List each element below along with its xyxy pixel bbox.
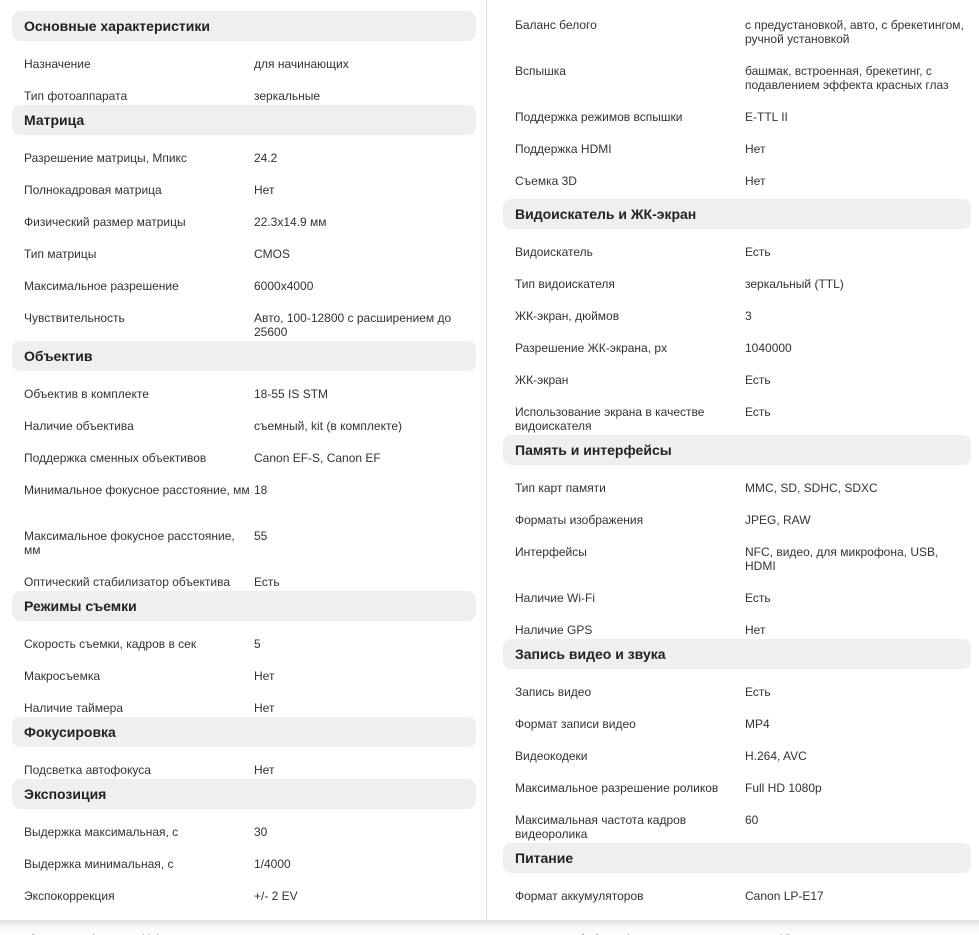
spec-value: Есть [745, 245, 771, 259]
spec-value: NFC, видео, для микрофона, USB, HDMI [745, 545, 939, 573]
spec-row [491, 101, 965, 124]
spec-name: Скорость съемки, кадров в сек [24, 637, 197, 651]
section-exposure [0, 779, 484, 809]
spec-name: Интерфейсы [515, 545, 587, 559]
spec-row [491, 676, 965, 699]
spec-value: 1/4000 [254, 857, 291, 871]
spec-value: MMC, SD, SDHC, SDXC [745, 481, 878, 495]
spec-row [491, 9, 965, 46]
section-main-characteristics [0, 11, 484, 41]
section-title: Объектив [12, 341, 476, 371]
spec-row [0, 754, 464, 777]
spec-name: Разрешение матрицы, Мпикс [24, 151, 187, 165]
spec-name: Тип видоискателя [515, 277, 615, 291]
spec-value: Есть [745, 591, 771, 605]
spec-value: Canon EF-S, Canon EF [254, 451, 381, 465]
spec-name: Максимальное разрешение [24, 279, 179, 293]
section-title: Питание [503, 843, 971, 873]
spec-name: Формат аккумуляторов [515, 889, 644, 903]
spec-row [491, 504, 965, 527]
spec-value: Нет [254, 701, 275, 715]
spec-row [491, 472, 965, 495]
spec-row [0, 80, 464, 103]
spec-value: зеркальный (TTL) [745, 277, 844, 291]
spec-name: Назначение [24, 57, 91, 71]
spec-name: Максимальная частота кадров видеоролика [515, 813, 687, 841]
spec-row [491, 614, 965, 637]
spec-value: с предустановкой, авто, с брекетингом, ручной установкой [745, 18, 964, 46]
spec-row [0, 848, 464, 871]
spec-value: MP4 [745, 717, 770, 731]
spec-name: Физический размер матрицы [24, 215, 186, 229]
spec-value: зеркальные [254, 89, 321, 103]
spec-name: Поддержка режимов вспышки [515, 110, 683, 124]
spec-name: Наличие таймера [24, 701, 124, 715]
spec-value: 18 [254, 483, 268, 497]
spec-row [0, 142, 464, 165]
spec-value: E-TTL II [745, 110, 788, 124]
spec-value: съемный, kit (в комплекте) [254, 419, 402, 433]
spec-row [491, 55, 965, 92]
spec-value: Нет [745, 623, 766, 637]
section-video-audio [491, 639, 979, 669]
spec-row [491, 300, 965, 323]
section-title: Экспозиция [12, 779, 476, 809]
spec-row [491, 268, 965, 291]
spec-value: +/- 2 EV [254, 889, 298, 903]
spec-row [0, 410, 464, 433]
spec-name: Выдержка минимальная, с [24, 857, 174, 871]
spec-name: Использование экрана в качестве видоискателя [515, 405, 705, 433]
spec-row [0, 174, 464, 197]
spec-row [491, 880, 965, 903]
spec-row [0, 442, 464, 465]
spec-name: Наличие Wi-Fi [515, 591, 595, 605]
section-power [491, 843, 979, 873]
section-title: Запись видео и звука [503, 639, 971, 669]
spec-name: Объектив в комплекте [24, 387, 149, 401]
spec-value: 24.2 [254, 151, 278, 165]
spec-value: Нет [745, 142, 766, 156]
spec-name: Видоискатель [515, 245, 593, 259]
spec-value: для начинающих [254, 57, 349, 71]
page-bottom-fade [0, 920, 979, 934]
spec-row [0, 880, 464, 903]
section-focus [0, 717, 484, 747]
section-lens [0, 341, 484, 371]
spec-name: Минимальное фокусное расстояние, мм [24, 483, 250, 497]
spec-name: Тип матрицы [24, 247, 97, 261]
spec-name: ЖК-экран [515, 373, 569, 387]
section-title: Матрица [12, 105, 476, 135]
spec-row [0, 566, 464, 589]
spec-name: Запись видео [515, 685, 592, 699]
spec-value: Нет [254, 183, 275, 197]
spec-name: Съемка 3D [515, 174, 577, 188]
spec-row [491, 804, 965, 841]
spec-row [0, 628, 464, 651]
spec-value: JPEG, RAW [745, 513, 811, 527]
spec-name: Выдержка максимальная, с [24, 825, 179, 839]
spec-value: 6000x4000 [254, 279, 314, 293]
spec-row [0, 520, 464, 557]
spec-value: Есть [254, 575, 280, 589]
spec-row [491, 236, 965, 259]
section-viewfinder-lcd [491, 199, 979, 229]
spec-value: CMOS [254, 247, 290, 261]
spec-value: 1040000 [745, 341, 792, 355]
section-title: Фокусировка [12, 717, 476, 747]
spec-row [0, 474, 464, 497]
spec-value: Нет [254, 669, 275, 683]
spec-value: Есть [745, 373, 771, 387]
section-memory-interfaces [491, 435, 979, 465]
spec-value: Full HD 1080p [745, 781, 822, 795]
spec-row [0, 270, 464, 293]
spec-value: башмак, встроенная, брекетинг, с подавлением эффекта красных глаз [745, 64, 949, 92]
section-title: Память и интерфейсы [503, 435, 971, 465]
spec-name: Полнокадровая матрица [24, 183, 162, 197]
spec-name: Экспокоррекция [24, 889, 115, 903]
spec-name: Поддержка сменных объективов [24, 451, 207, 465]
spec-row [0, 378, 464, 401]
spec-value: 18-55 IS STM [254, 387, 329, 401]
spec-row [491, 740, 965, 763]
spec-row [491, 396, 965, 433]
spec-name: Макросъемка [24, 669, 101, 683]
spec-name: Видеокодеки [515, 749, 588, 763]
spec-name: Подсветка автофокуса [24, 763, 151, 777]
spec-name: Наличие GPS [515, 623, 593, 637]
spec-value: Есть [745, 405, 771, 419]
spec-name: Форматы изображения [515, 513, 644, 527]
spec-value: H.264, AVC [745, 749, 807, 763]
section-shooting-modes [0, 591, 484, 621]
spec-value: Есть [745, 685, 771, 699]
section-title: Видоискатель и ЖК-экран [503, 199, 971, 229]
spec-row [0, 302, 464, 339]
spec-name: ЖК-экран, дюймов [515, 309, 620, 323]
spec-row [491, 582, 965, 605]
spec-row [491, 772, 965, 795]
spec-name: Наличие объектива [24, 419, 134, 433]
spec-value: Canon LP-E17 [745, 889, 824, 903]
spec-name: Поддержка HDMI [515, 142, 612, 156]
spec-row [491, 708, 965, 731]
spec-value: Нет [745, 174, 766, 188]
spec-name: Чувствительность [24, 311, 125, 325]
section-title: Режимы съемки [12, 591, 476, 621]
spec-value: 22.3x14.9 мм [254, 215, 327, 229]
spec-row [0, 816, 464, 839]
spec-row [0, 692, 464, 715]
spec-name: Максимальное фокусное расстояние, мм [24, 529, 235, 557]
spec-name: Оптический стабилизатор объектива [24, 575, 231, 589]
spec-value: 60 [745, 813, 759, 827]
spec-value: 3 [745, 309, 752, 323]
spec-value: 5 [254, 637, 261, 651]
spec-value: 55 [254, 529, 268, 543]
spec-row [491, 165, 965, 188]
spec-value: Нет [254, 763, 275, 777]
spec-name: Тип фотоаппарата [24, 89, 128, 103]
section-matrix [0, 105, 484, 135]
spec-value: Авто, 100-12800 с расширением до 25600 [254, 311, 452, 339]
spec-row [0, 48, 464, 71]
spec-row [0, 238, 464, 261]
spec-value: 30 [254, 825, 268, 839]
spec-name: Баланс белого [515, 18, 597, 32]
spec-row [0, 660, 464, 683]
spec-name: Максимальное разрешение роликов [515, 781, 719, 795]
spec-row [491, 133, 965, 156]
spec-name: Разрешение ЖК-экрана, px [515, 341, 668, 355]
spec-name: Тип карт памяти [515, 481, 606, 495]
spec-row [491, 332, 965, 355]
column-divider [486, 0, 487, 922]
spec-row [0, 206, 464, 229]
section-title: Основные характеристики [12, 11, 476, 41]
spec-row [491, 536, 965, 573]
spec-row [491, 364, 965, 387]
spec-name: Вспышка [515, 64, 566, 78]
spec-name: Формат записи видео [515, 717, 636, 731]
